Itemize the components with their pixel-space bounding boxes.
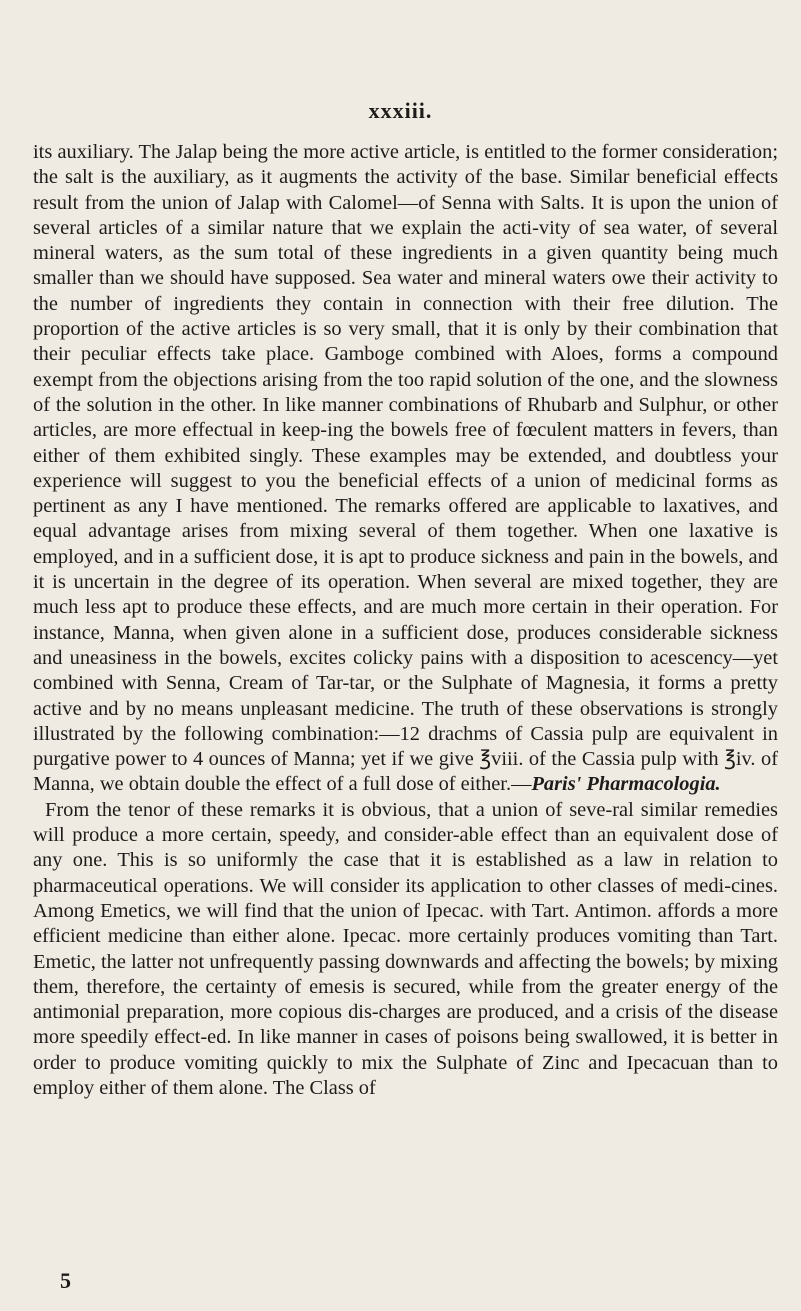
paragraph-2: From the tenor of these remarks it is obvious, that a union of seve-ral similar remedies will produce a more certain, speedy, and consider-able effect than an equivalent dose of any one. This is so uniformly the case that it is established as a law in relation to pharmaceutical operations. We will consider its application to other classes of medi-cines. Among Emetics, we will find that the union of Ipecac. with Tart. Antimon. affords a more efficient medicine than either alone. Ipecac. more certainly produces vomiting than Tart. Emetic, the latter not unfrequently passing downwards and affecting the bowels; by mixing them, therefore, the certainty of emesis is secured, while from the greater energy of the antimonial preparation, more copious dis-charges are produced, and a crisis of the disease more speedily effect-ed. In like manner in cases of poisons being swallowed, it is better in order to produce vomiting quickly to mix the Sulphate of Zinc and Ipecacuan than to employ either of them alone. The Class of <box>33 798 778 1099</box>
page-number: xxxiii. <box>368 98 433 123</box>
citation: Paris' Pharmacologia. <box>531 773 721 796</box>
body-text <box>33 140 778 1101</box>
signature-mark: 5 <box>60 1268 71 1293</box>
paragraph-1 <box>33 140 778 798</box>
paragraph-1-text: its auxiliary. The Jalap being the more active article, is entitled to the former consideration; the salt is the auxiliary, as it augments the activity of the base. Similar beneficial effects result from the union of Jalap with Calomel—of Senna with Salts. It is upon the union of several articles of a similar nature that we explain the acti-vity of sea water, of several mineral waters, as the sum total of these ingredients in a given quantity being much smaller than we should have supposed. Sea water and mineral waters owe their activity to the number of ingredients they contain in connection with their free dilution. The proportion of the active articles is so very small, that it is only by their combination that their peculiar effects take place. Gamboge combined with Aloes, forms a compound exempt from the objections arising from the too rapid solution of the one, and the slowness of the solution in the other. In like manner combinations of Rhubarb and Sulphur, or other articles, are more effectual in keep-ing the bowels free of fœculent matters in fevers, than either of them exhibited singly. These examples may be extended, and doubtless your experience will suggest to you the beneficial effects of a union of medicinal forms as pertinent as any I have mentioned. The remarks offered are applicable to laxatives, and equal advantage arises from mixing several of them together. When one laxative is employed, and in a sufficient dose, it is apt to produce sickness and pain in the bowels, and it is uncertain in the degree of its operation. When several are mixed together, they are much less apt to produce these effects, and are much more certain in their operation. For instance, Manna, when given alone in a sufficient dose, produces considerable sickness and uneasiness in the bowels, excites colicky pains with a disposition to acescency—yet combined with Senna, Cream of Tar-tar, or the Sulphate of Magnesia, it forms a pretty active and by no means unpleasant medicine. The truth of these observations is strongly illustrated by the following combination:—12 drachms of Cassia pulp are equivalent in purgative power to 4 ounces of Manna; yet if we give ℥viii. of the Cassia pulp with ℥iv. of Manna, we obtain double the effect of a full dose of either.— <box>33 141 778 796</box>
